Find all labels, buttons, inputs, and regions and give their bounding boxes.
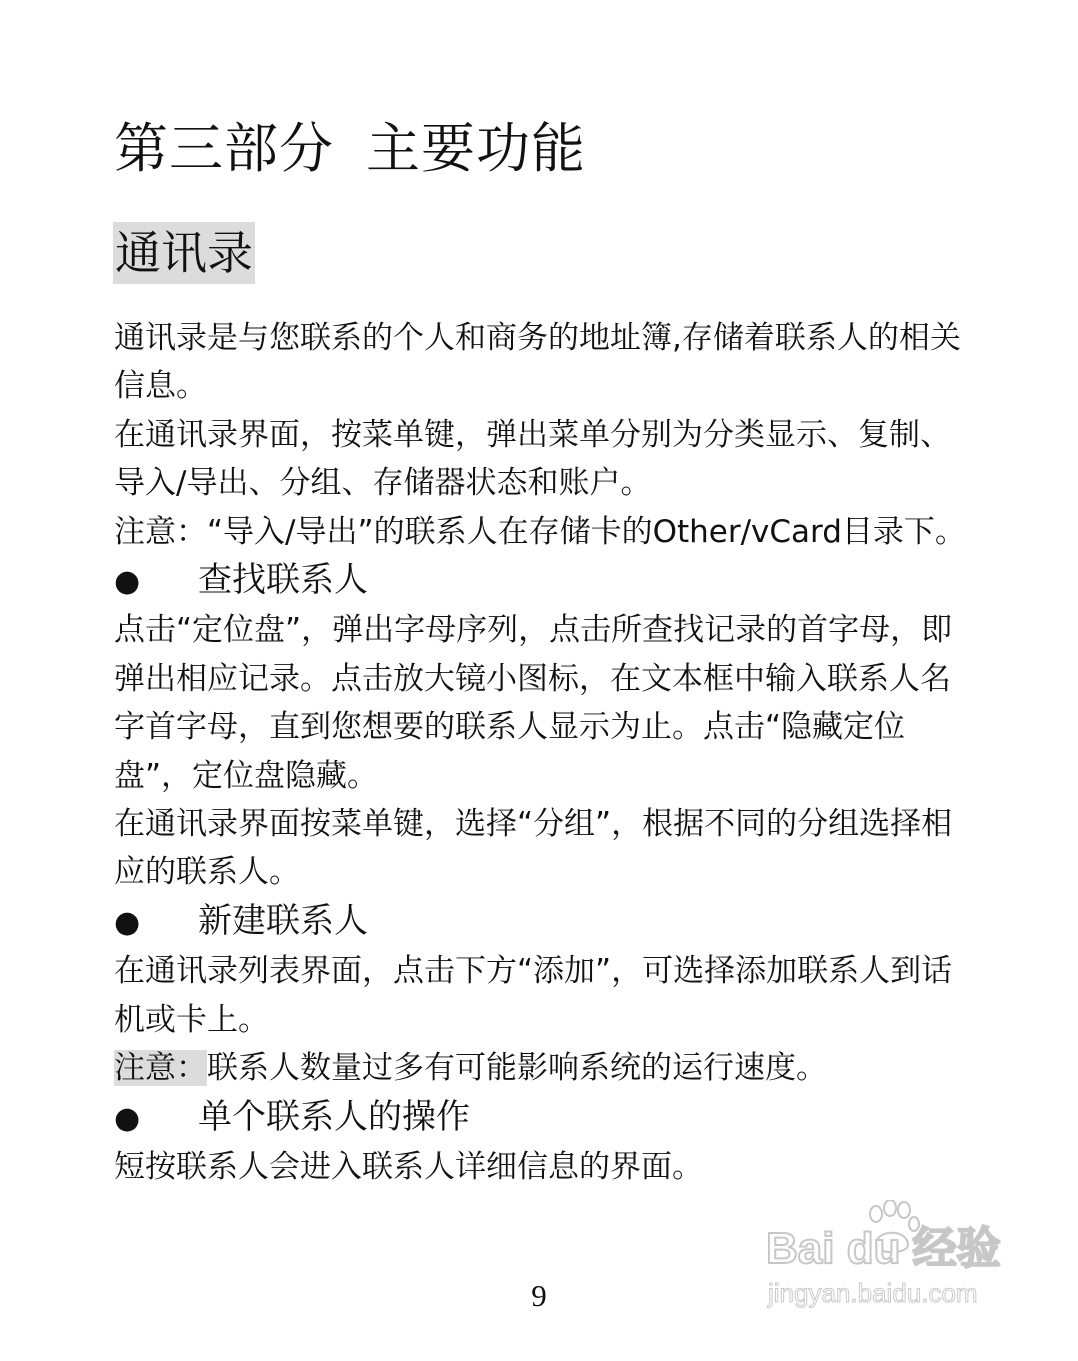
bullet-dot-icon: ●	[114, 904, 141, 940]
bullet-single-contact	[114, 1093, 974, 1143]
single-contact-paragraph: 短按联系人会进入联系人详细信息的界面。	[114, 1148, 703, 1185]
title-part-2: 主要功能	[366, 117, 586, 180]
body-text	[114, 314, 974, 1191]
speed-note-paragraph	[114, 1044, 974, 1092]
find-contact-paragraph: 点击“定位盘”，弹出字母序列，点击所查找记录的首字母，即弹出相应记录。点击放大镜小图标，在文本框中输入联系人名字首字母，直到您想要的联系人显示为止。点击“隐藏定位盘”，定位盘隐藏。	[114, 612, 953, 794]
bullet-dot-icon: ●	[114, 1100, 141, 1136]
bullet-label: 单个联系人的操作	[198, 1096, 470, 1137]
note-text: 联系人数量过多有可能影响系统的运行速度。	[207, 1050, 827, 1087]
watermark-url: jingyan.baidu.com	[768, 1278, 978, 1308]
title-part-1: 第三部分	[114, 117, 334, 180]
page-title	[114, 112, 586, 186]
new-contact-paragraph: 在通讯录列表界面，点击下方“添加”，可选择添加联系人到话机或卡上。	[114, 953, 953, 1038]
group-paragraph: 在通讯录界面按菜单键，选择“分组”，根据不同的分组选择相应的联系人。	[114, 806, 953, 891]
page-number: 9	[531, 1278, 547, 1313]
bullet-label: 查找联系人	[198, 560, 368, 601]
note-label: 注意：	[114, 1050, 207, 1087]
bullet-label: 新建联系人	[198, 900, 368, 941]
section-heading: 通讯录	[113, 222, 255, 284]
menu-paragraph: 在通讯录界面，按菜单键，弹出菜单分别为分类显示、复制、导入/导出、分组、存储器状态和账户。	[114, 416, 951, 502]
import-note-paragraph: 注意：“导入/导出”的联系人在存储卡的Other/vCard目录下。	[114, 513, 966, 550]
intro-paragraph: 通讯录是与您联系的个人和商务的地址簿,存储着联系人的相关信息。	[114, 320, 961, 405]
watermark-brand: Bai du 经验	[766, 1224, 1001, 1273]
bullet-find-contact	[114, 556, 974, 606]
bullet-dot-icon: ●	[114, 564, 141, 600]
bullet-new-contact	[114, 897, 974, 947]
